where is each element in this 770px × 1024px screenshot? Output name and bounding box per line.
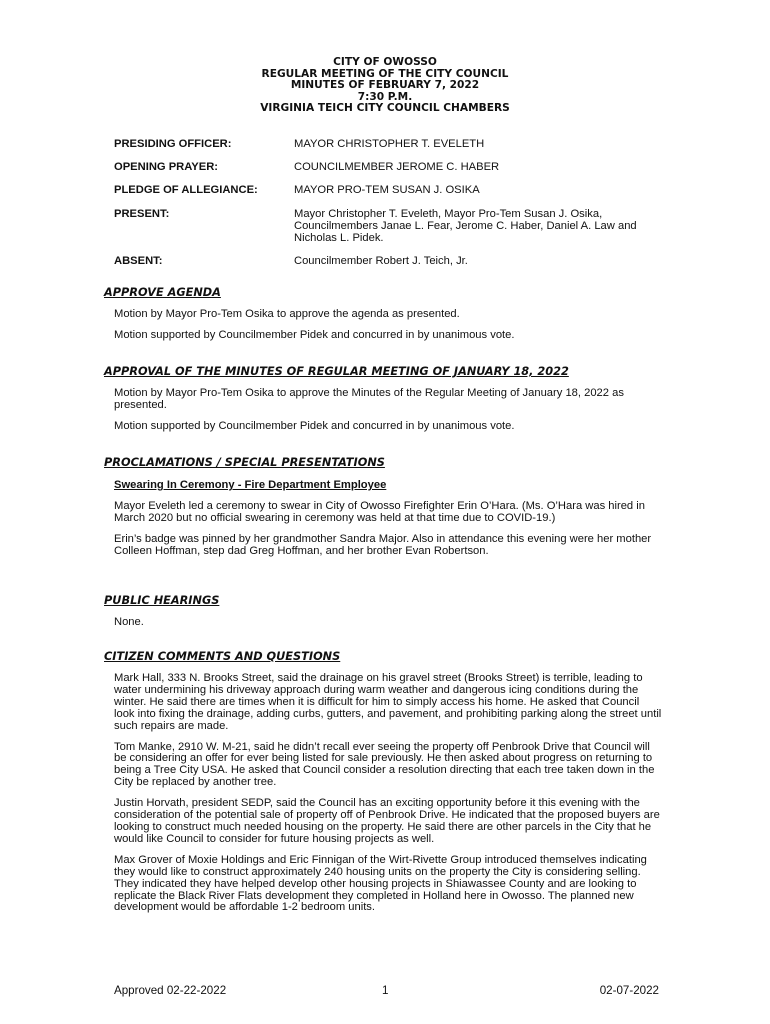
- roster-label: OPENING PRAYER:: [114, 161, 219, 174]
- roster-row: [114, 208, 674, 245]
- roster-row: [114, 255, 674, 267]
- section-citizen-comments: [104, 650, 704, 923]
- footer-page-number: 1: [382, 984, 389, 997]
- footer-meeting-date: 02-07-2022: [599, 984, 659, 997]
- section-proclamations: [104, 456, 704, 567]
- paragraph: Mark Hall, 333 N. Brooks Street, said the drainage on his gravel street (Brooks Street) is terrible, leading to water undermining his driveway approach during warm weather and dangerous icing conditions during the winter. He said there are times when it is difficult for him to simply access his home. He asked that Council look into fixing the drainage, adding curbs, gutters, and pavement, and prohibiting parking along the street until such repairs are made.: [114, 672, 662, 732]
- paragraph: Motion by Mayor Pro-Tem Osika to approve the Minutes of the Regular Meeting of January 18, 2022 as presented.: [114, 387, 624, 411]
- paragraph: None.: [114, 616, 144, 628]
- roster-value: Mayor Christopher T. Eveleth, Mayor Pro-Tem Susan J. Osika, Councilmembers Janae L. Fear, Jerome C. Haber, Daniel A. Law and Nicholas L. Pidek.: [294, 207, 637, 245]
- roster-value: Councilmember Robert J. Teich, Jr.: [294, 255, 468, 268]
- header-meeting: REGULAR MEETING OF THE CITY COUNCIL: [261, 67, 509, 80]
- footer-approved-date: Approved 02-22-2022: [114, 984, 227, 997]
- paragraph: Max Grover of Moxie Holdings and Eric Finnigan of the Wirt-Rivette Group introduced themselves indicating they would like to construct approximately 240 housing units on the property the City is considering selling. They indicated they have helped develop other housing projects in Shiawassee County and are looking to replicate the Black River Flats development they completed in Holland here in Owosso. The planned new development would be affordable 1-2 bedroom units.: [114, 853, 647, 914]
- roster-value: MAYOR CHRISTOPHER T. EVELETH: [294, 138, 485, 150]
- minutes-header: [0, 57, 770, 115]
- section-heading: PROCLAMATIONS / SPECIAL PRESENTATIONS: [104, 456, 385, 469]
- paragraph: Justin Horvath, president SEDP, said the Council has an exciting opportunity before it this evening with the consideration of the potential sale of property off of Penbrook Drive. He indicated that the proposed buyers are looking to construct much needed housing on the property. He said there are other parcels in the City that he would like Council to consider for future housing projects as well.: [114, 797, 660, 845]
- paragraph: Motion supported by Councilmember Pidek and concurred in by unanimous vote.: [114, 419, 515, 432]
- paragraph: Mayor Eveleth led a ceremony to swear in City of Owosso Firefighter Erin O’Hara. (Ms. O’Hara was hired in March 2020 but no official swearing in ceremony was held at that time due to COVID-19.): [114, 500, 645, 524]
- header-time: 7:30 P.M.: [357, 90, 413, 103]
- section-heading: APPROVE AGENDA: [104, 286, 221, 299]
- attendance-roster: [114, 138, 674, 278]
- paragraph: Erin’s badge was pinned by her grandmother Sandra Major. Also in attendance this evening were her mother Colleen Hoffman, step dad Greg Hoffman, and her brother Evan Robertson.: [114, 532, 652, 557]
- section-approve-agenda: [104, 286, 704, 351]
- roster-label: PRESENT:: [114, 207, 170, 220]
- header-location: VIRGINIA TEICH CITY COUNCIL CHAMBERS: [260, 102, 510, 115]
- section-heading: CITIZEN COMMENTS AND QUESTIONS: [104, 650, 341, 663]
- subsection-heading: Swearing In Ceremony - Fire Department Employee: [114, 479, 387, 491]
- roster-row: [114, 138, 674, 150]
- paragraph: Tom Manke, 2910 W. M-21, said he didn’t recall ever seeing the property off Penbrook Drive that Council will be considering an offer for ever being listed for sale previously. He then asked about progress on returning to being a Tree City USA. He asked that Council consider a resolution directing that each tree taken down in the City be replaced by another tree.: [114, 740, 655, 789]
- roster-row: [114, 161, 674, 173]
- paragraph: Motion supported by Councilmember Pidek and concurred in by unanimous vote.: [114, 328, 515, 341]
- roster-label: ABSENT:: [114, 255, 163, 268]
- header-minutes-date: MINUTES OF FEBRUARY 7, 2022: [290, 79, 480, 92]
- roster-value: MAYOR PRO-TEM SUSAN J. OSIKA: [294, 184, 480, 197]
- roster-value: COUNCILMEMBER JEROME C. HABER: [294, 161, 500, 174]
- section-approval-minutes: [104, 365, 704, 442]
- section-heading: APPROVAL OF THE MINUTES OF REGULAR MEETING OF JANUARY 18, 2022: [104, 365, 569, 378]
- header-city: CITY OF OWOSSO: [333, 56, 437, 68]
- roster-row: [114, 184, 674, 196]
- roster-label: PLEDGE OF ALLEGIANCE:: [114, 184, 258, 197]
- section-heading: PUBLIC HEARINGS: [104, 594, 220, 607]
- roster-label: PRESIDING OFFICER:: [114, 138, 232, 150]
- section-public-hearings: [104, 594, 704, 638]
- paragraph: Motion by Mayor Pro-Tem Osika to approve the agenda as presented.: [114, 308, 460, 320]
